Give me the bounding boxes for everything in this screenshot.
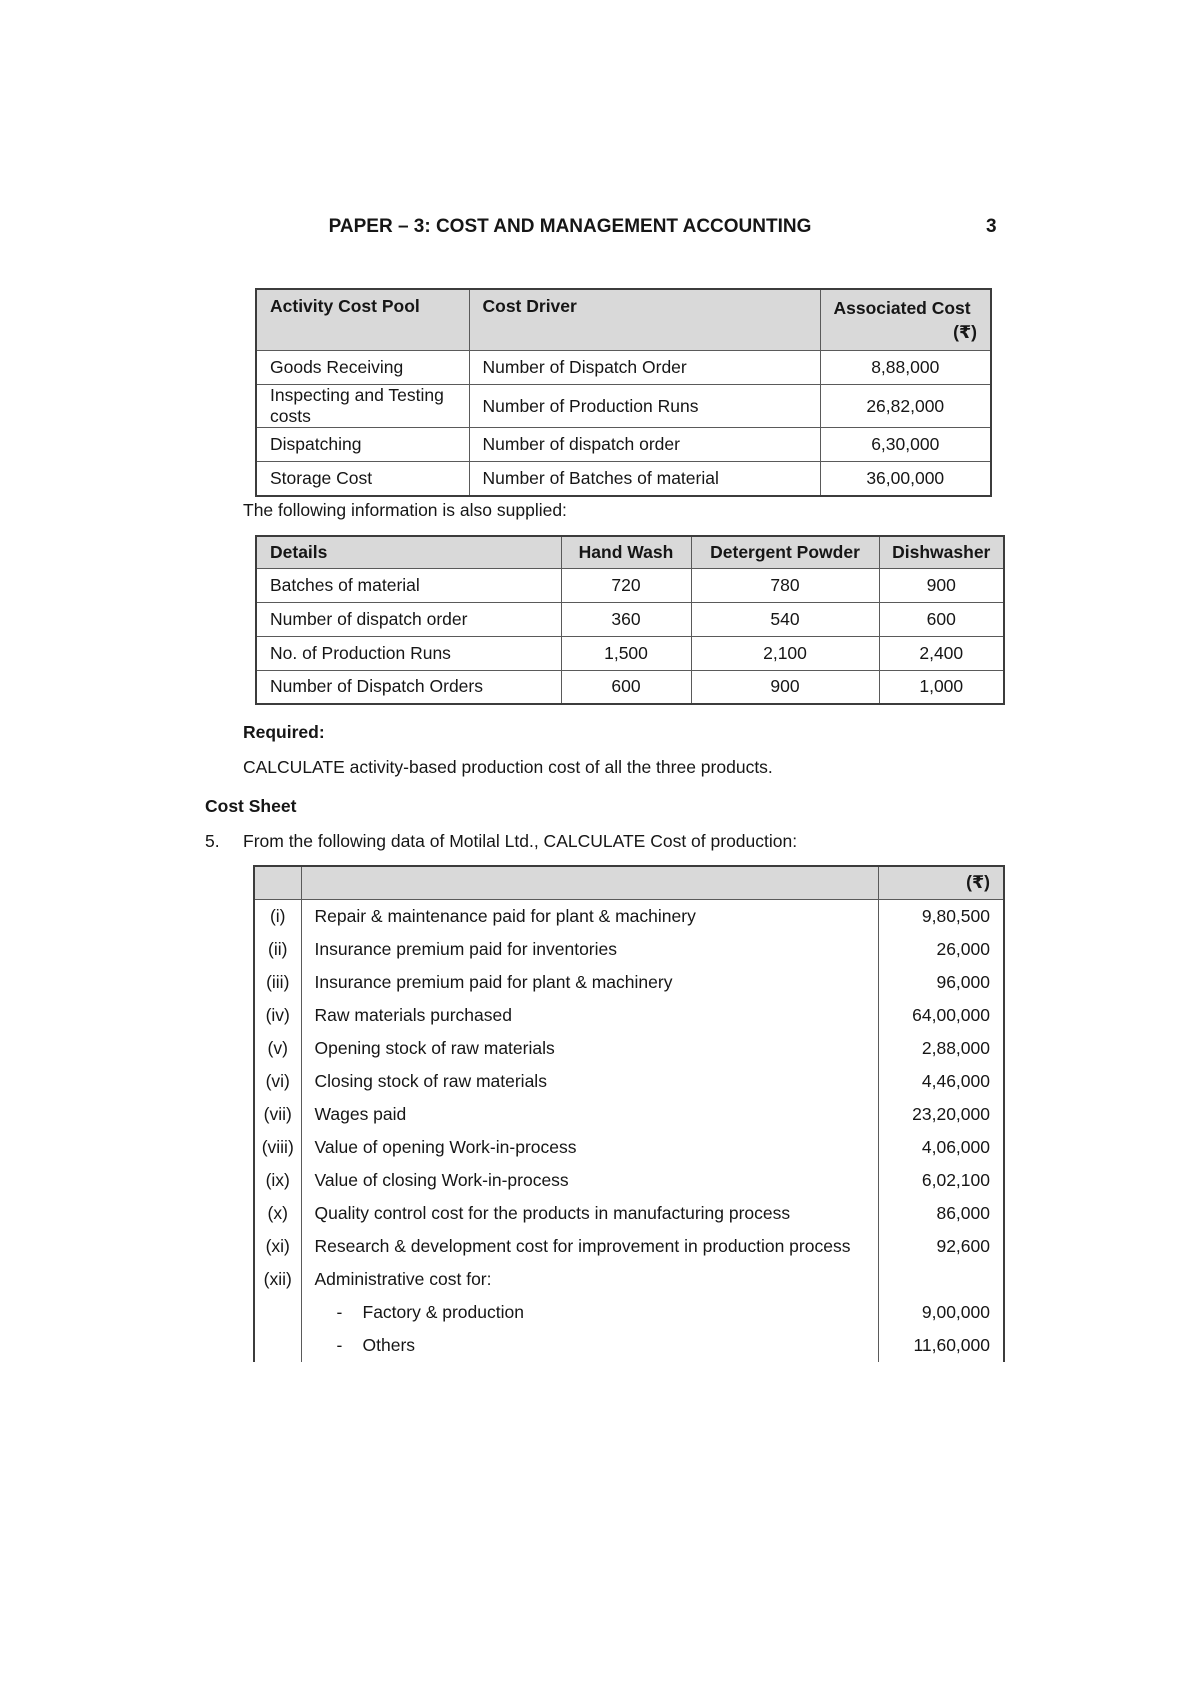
cost-sheet-heading: Cost Sheet bbox=[205, 796, 297, 816]
cell-driver: Number of Dispatch Order bbox=[469, 351, 820, 385]
cell-item-description: Quality control cost for the products in manufacturing process bbox=[301, 1197, 878, 1230]
cell-item-amount: 9,00,000 bbox=[878, 1296, 1004, 1329]
page-number: 3 bbox=[986, 216, 997, 237]
cell-item-description: Insurance premium paid for inventories bbox=[301, 933, 878, 966]
cell-item-amount: 64,00,000 bbox=[878, 999, 1004, 1032]
sub-item-label: Others bbox=[362, 1334, 416, 1355]
cell-dishwasher: 1,000 bbox=[879, 670, 1004, 704]
cell-item-description: Insurance premium paid for plant & machinery bbox=[301, 966, 878, 999]
cell-detail: Batches of material bbox=[256, 568, 561, 602]
cell-hand-wash: 720 bbox=[561, 568, 691, 602]
cell-hand-wash: 600 bbox=[561, 670, 691, 704]
cell-item-number: (vii) bbox=[254, 1098, 301, 1131]
cell-item-amount: 4,46,000 bbox=[878, 1065, 1004, 1098]
cell-item-description: Opening stock of raw materials bbox=[301, 1032, 878, 1065]
table-row bbox=[254, 1164, 1004, 1197]
table-row bbox=[256, 670, 1004, 704]
table-row bbox=[256, 462, 991, 496]
cell-item-amount: 2,88,000 bbox=[878, 1032, 1004, 1065]
table-row bbox=[254, 1329, 1004, 1362]
column-header-empty bbox=[254, 866, 301, 899]
cell-item-description: Wages paid bbox=[301, 1098, 878, 1131]
question-text: From the following data of Motilal Ltd., CALCULATE Cost of production: bbox=[243, 831, 798, 851]
cell-detail: Number of Dispatch Orders bbox=[256, 670, 561, 704]
cell-item-description: Repair & maintenance paid for plant & machinery bbox=[301, 899, 878, 933]
column-header-hand-wash: Hand Wash bbox=[561, 536, 691, 568]
cell-cost: 26,82,000 bbox=[820, 385, 991, 428]
cell-item-number: (ii) bbox=[254, 933, 301, 966]
cost-sheet-table bbox=[253, 865, 1005, 1362]
cell-pool: Goods Receiving bbox=[256, 351, 469, 385]
cell-item-amount: 92,600 bbox=[878, 1230, 1004, 1263]
column-header-cost-driver: Cost Driver bbox=[469, 289, 820, 351]
cell-detail: No. of Production Runs bbox=[256, 636, 561, 670]
table-header-row bbox=[256, 536, 1004, 568]
required-text: CALCULATE activity-based production cost of all the three products. bbox=[243, 757, 773, 777]
question-5 bbox=[205, 830, 1005, 852]
cell-driver: Number of Production Runs bbox=[469, 385, 820, 428]
cell-item-number: (xi) bbox=[254, 1230, 301, 1263]
list-dash: - bbox=[336, 1334, 343, 1355]
cell-detergent-powder: 2,100 bbox=[691, 636, 879, 670]
cell-item-number: (x) bbox=[254, 1197, 301, 1230]
supplied-info-intro: The following information is also supplied: bbox=[243, 500, 567, 520]
cell-item-description bbox=[301, 1296, 878, 1329]
cell-item-amount: 96,000 bbox=[878, 966, 1004, 999]
cell-detail: Number of dispatch order bbox=[256, 602, 561, 636]
column-header-dishwasher: Dishwasher bbox=[879, 536, 1004, 568]
table-row bbox=[256, 385, 991, 428]
cell-pool: Inspecting and Testing costs bbox=[256, 385, 469, 428]
cell-item-amount: 9,80,500 bbox=[878, 899, 1004, 933]
table-row bbox=[256, 568, 1004, 602]
table-row bbox=[254, 1230, 1004, 1263]
associated-cost-label: Associated Cost bbox=[833, 298, 971, 318]
cell-item-number: (vi) bbox=[254, 1065, 301, 1098]
cell-driver: Number of dispatch order bbox=[469, 428, 820, 462]
cell-item-description: Closing stock of raw materials bbox=[301, 1065, 878, 1098]
cell-detergent-powder: 780 bbox=[691, 568, 879, 602]
question-number: 5. bbox=[205, 831, 220, 851]
cell-detergent-powder: 540 bbox=[691, 602, 879, 636]
column-header-associated-cost bbox=[820, 289, 991, 351]
cell-item-description: Raw materials purchased bbox=[301, 999, 878, 1032]
cell-cost: 8,88,000 bbox=[820, 351, 991, 385]
cell-item-number: (i) bbox=[254, 899, 301, 933]
cell-item-description: Research & development cost for improvement in production process bbox=[301, 1230, 878, 1263]
table-row bbox=[254, 933, 1004, 966]
column-header-activity-cost-pool: Activity Cost Pool bbox=[256, 289, 469, 351]
cell-item-number bbox=[254, 1329, 301, 1362]
cell-cost: 6,30,000 bbox=[820, 428, 991, 462]
rupee-symbol: (₹) bbox=[953, 322, 977, 342]
cell-pool: Storage Cost bbox=[256, 462, 469, 496]
cell-dishwasher: 600 bbox=[879, 602, 1004, 636]
cell-hand-wash: 360 bbox=[561, 602, 691, 636]
table-row bbox=[254, 1131, 1004, 1164]
cell-item-amount: 86,000 bbox=[878, 1197, 1004, 1230]
table-row bbox=[256, 428, 991, 462]
table-row bbox=[254, 1197, 1004, 1230]
cell-item-description: Value of closing Work-in-process bbox=[301, 1164, 878, 1197]
cell-pool: Dispatching bbox=[256, 428, 469, 462]
table-row bbox=[254, 1098, 1004, 1131]
cell-item-description bbox=[301, 1329, 878, 1362]
table-row bbox=[254, 899, 1004, 933]
column-header-detergent-powder: Detergent Powder bbox=[691, 536, 879, 568]
table-header-row bbox=[254, 866, 1004, 899]
table-row bbox=[256, 351, 991, 385]
column-header-rupee: (₹) bbox=[878, 866, 1004, 899]
column-header-empty bbox=[301, 866, 878, 899]
cell-item-amount bbox=[878, 1263, 1004, 1296]
list-dash: - bbox=[336, 1301, 343, 1322]
cell-item-number: (iii) bbox=[254, 966, 301, 999]
sub-item-label: Factory & production bbox=[362, 1301, 524, 1322]
cell-item-number: (v) bbox=[254, 1032, 301, 1065]
cell-cost: 36,00,000 bbox=[820, 462, 991, 496]
cell-item-amount: 26,000 bbox=[878, 933, 1004, 966]
activity-cost-table bbox=[255, 288, 992, 497]
cell-dishwasher: 2,400 bbox=[879, 636, 1004, 670]
table-header-row bbox=[256, 289, 991, 351]
table-row bbox=[254, 1263, 1004, 1296]
required-label: Required: bbox=[243, 722, 325, 742]
table-row bbox=[256, 602, 1004, 636]
cell-item-description: Value of opening Work-in-process bbox=[301, 1131, 878, 1164]
cell-item-number: (ix) bbox=[254, 1164, 301, 1197]
table-row bbox=[254, 966, 1004, 999]
cell-hand-wash: 1,500 bbox=[561, 636, 691, 670]
table-row bbox=[256, 636, 1004, 670]
supplied-info-table bbox=[255, 535, 1005, 705]
cell-item-number: (xii) bbox=[254, 1263, 301, 1296]
cell-driver: Number of Batches of material bbox=[469, 462, 820, 496]
table-row bbox=[254, 999, 1004, 1032]
page-title: PAPER – 3: COST AND MANAGEMENT ACCOUNTING bbox=[328, 216, 812, 237]
table-row bbox=[254, 1296, 1004, 1329]
cell-item-amount: 11,60,000 bbox=[878, 1329, 1004, 1362]
table-row bbox=[254, 1032, 1004, 1065]
cell-item-amount: 23,20,000 bbox=[878, 1098, 1004, 1131]
cell-item-amount: 6,02,100 bbox=[878, 1164, 1004, 1197]
cell-dishwasher: 900 bbox=[879, 568, 1004, 602]
cell-item-number: (iv) bbox=[254, 999, 301, 1032]
cell-item-number: (viii) bbox=[254, 1131, 301, 1164]
cell-item-number bbox=[254, 1296, 301, 1329]
table-row bbox=[254, 1065, 1004, 1098]
column-header-details: Details bbox=[256, 536, 561, 568]
cell-item-amount: 4,06,000 bbox=[878, 1131, 1004, 1164]
cell-detergent-powder: 900 bbox=[691, 670, 879, 704]
cell-item-description: Administrative cost for: bbox=[301, 1263, 878, 1296]
